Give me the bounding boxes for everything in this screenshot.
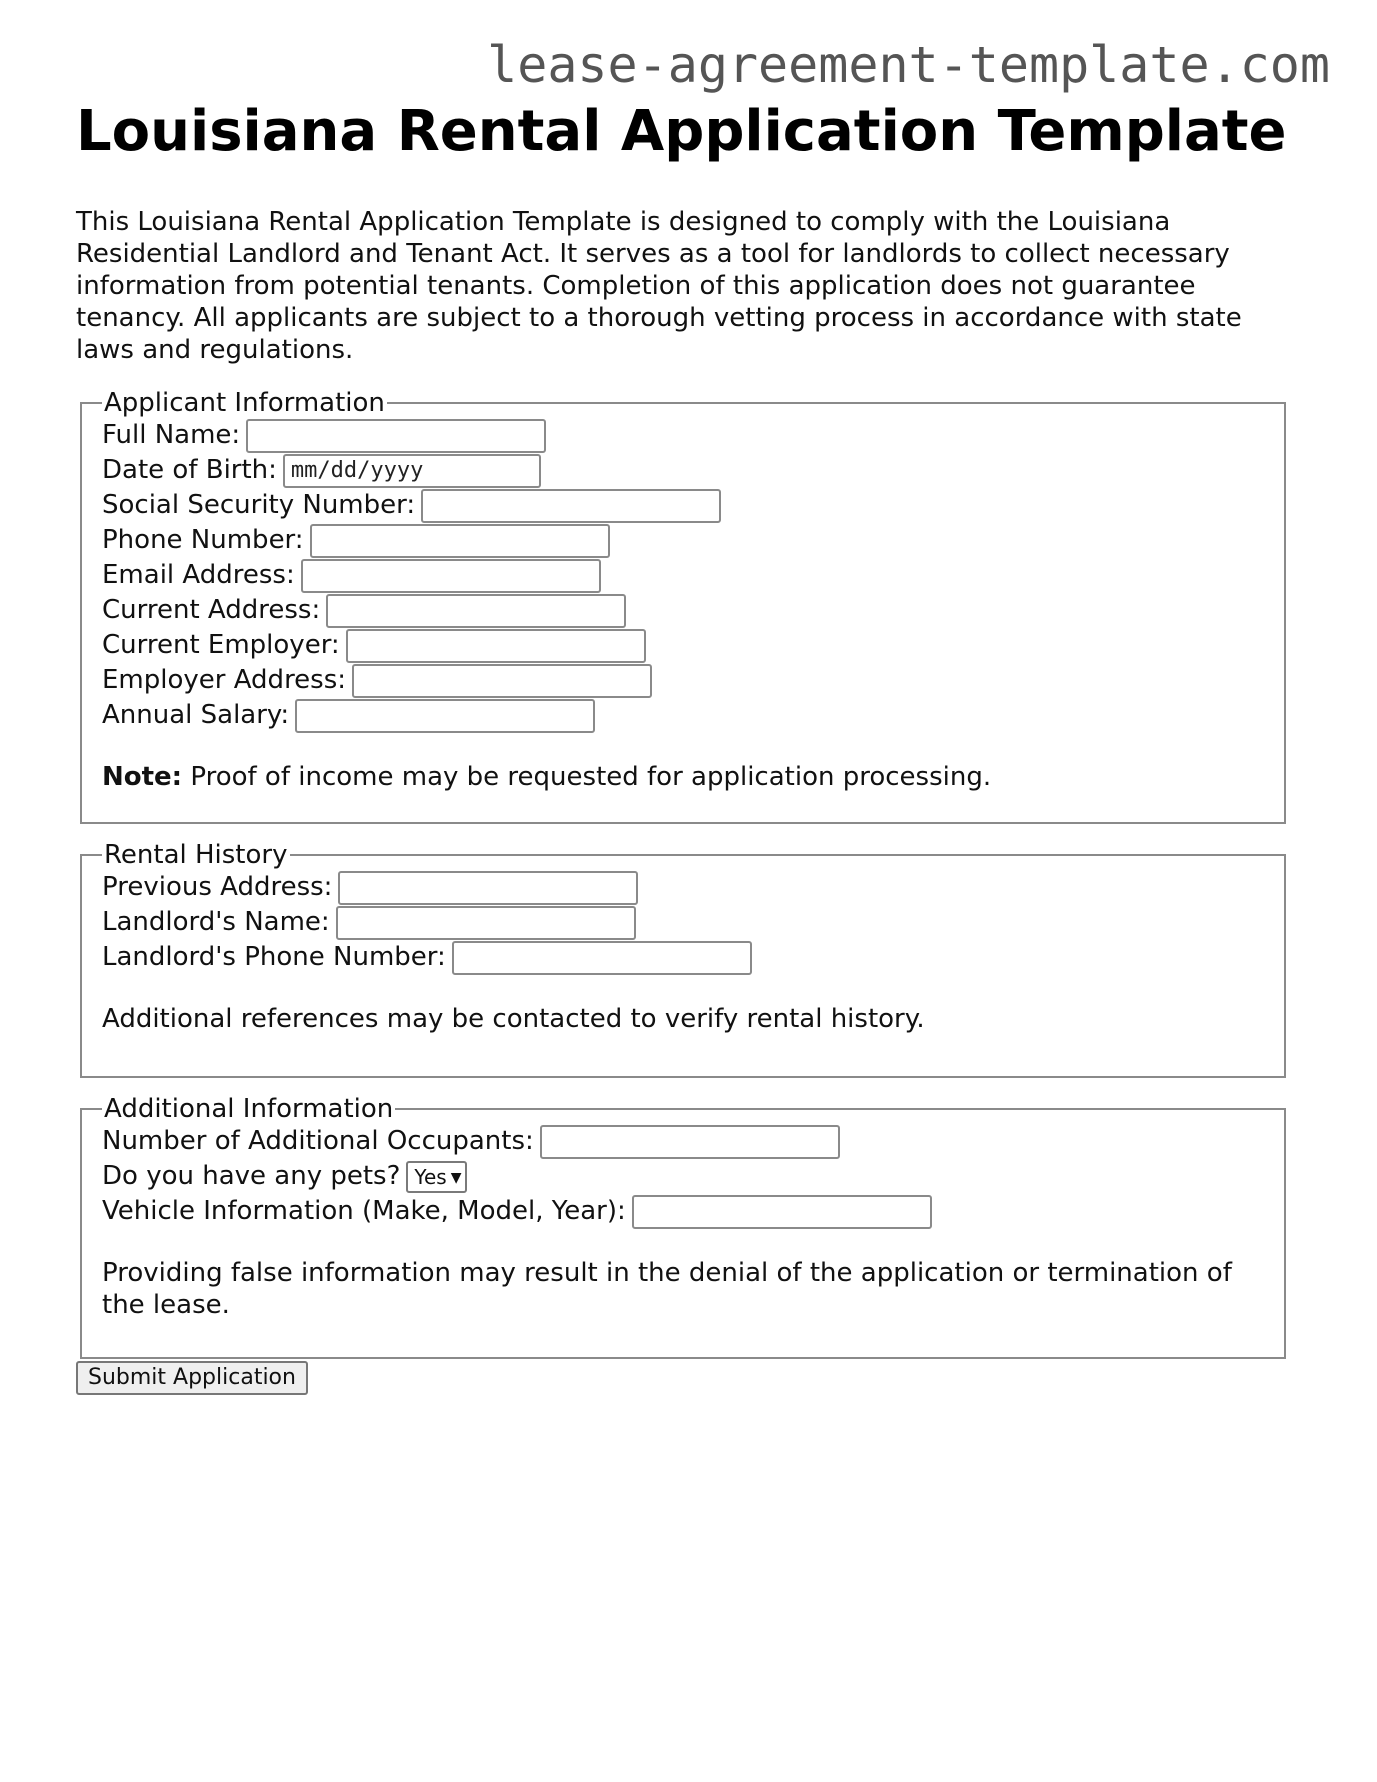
application-page	[76, 94, 1290, 1395]
rental-history-note: Additional references may be contacted to verify rental history.	[102, 1004, 925, 1034]
employer-label: Current Employer:	[102, 630, 340, 660]
current-address-row	[102, 593, 1264, 628]
vehicle-input[interactable]	[632, 1195, 932, 1229]
ssn-label: Social Security Number:	[102, 490, 416, 520]
email-row	[102, 558, 1264, 593]
pets-row	[102, 1159, 1264, 1194]
additional-note: Providing false information may result in the denial of the application or termination of the lease.	[102, 1258, 1232, 1320]
dob-row	[102, 453, 1264, 488]
occupants-label: Number of Additional Occupants:	[102, 1126, 534, 1156]
previous-address-row	[102, 870, 1264, 905]
occupants-row	[102, 1124, 1264, 1159]
full-name-label: Full Name:	[102, 420, 241, 450]
landlord-phone-label: Landlord's Phone Number:	[102, 942, 446, 972]
phone-label: Phone Number:	[102, 525, 304, 555]
email-label: Email Address:	[102, 560, 295, 590]
phone-input[interactable]	[310, 524, 610, 558]
occupants-input[interactable]	[540, 1125, 840, 1159]
landlord-name-row	[102, 905, 1264, 940]
current-address-label: Current Address:	[102, 595, 321, 625]
applicant-legend: Applicant Information	[104, 388, 385, 418]
previous-address-label: Previous Address:	[102, 872, 333, 902]
rental-history-section	[80, 840, 1286, 1078]
income-note	[102, 761, 1264, 793]
phone-row	[102, 523, 1264, 558]
vehicle-label: Vehicle Information (Make, Model, Year):	[102, 1196, 626, 1226]
employer-address-row	[102, 663, 1264, 698]
ssn-row	[102, 488, 1264, 523]
current-address-input[interactable]	[326, 594, 626, 628]
additional-information-section	[80, 1094, 1286, 1359]
site-watermark: lease-agreement-template.com	[487, 36, 1330, 94]
note-bold: Note:	[102, 762, 183, 792]
previous-address-input[interactable]	[338, 871, 638, 905]
salary-row	[102, 698, 1264, 733]
submit-application-button[interactable]: Submit Application	[76, 1361, 308, 1395]
employer-row	[102, 628, 1264, 663]
additional-legend: Additional Information	[104, 1094, 394, 1124]
note-text: Proof of income may be requested for application processing.	[182, 762, 992, 792]
landlord-name-input[interactable]	[336, 906, 636, 940]
pets-select-value: Yes	[414, 1164, 447, 1189]
rental-history-legend: Rental History	[104, 840, 288, 870]
landlord-name-label: Landlord's Name:	[102, 907, 330, 937]
employer-input[interactable]	[346, 629, 646, 663]
dob-input[interactable]: mm/dd/yyyy	[283, 454, 541, 488]
chevron-down-icon: ▼	[450, 1170, 462, 1186]
salary-label: Annual Salary:	[102, 700, 290, 730]
pets-select[interactable]	[406, 1161, 467, 1193]
vehicle-row	[102, 1194, 1264, 1229]
dob-label: Date of Birth:	[102, 455, 277, 485]
page-title: Louisiana Rental Application Template	[76, 99, 1287, 164]
email-input[interactable]	[301, 559, 601, 593]
intro-paragraph: This Louisiana Rental Application Template is designed to comply with the Louisiana Residential Landlord and Tenant Act. It serves as a tool for landlords to collect necessary information from potential tenants. Completion of this application does not guarantee tenancy. All applicants are subject to a thorough vetting process in accordance with state laws and regulations.	[76, 207, 1242, 365]
employer-address-input[interactable]	[352, 664, 652, 698]
landlord-phone-input[interactable]	[452, 941, 752, 975]
salary-input[interactable]	[295, 699, 595, 733]
applicant-information-section	[80, 388, 1286, 824]
employer-address-label: Employer Address:	[102, 665, 347, 695]
full-name-row	[102, 418, 1264, 453]
pets-label: Do you have any pets?	[102, 1161, 401, 1191]
ssn-input[interactable]	[421, 489, 721, 523]
landlord-phone-row	[102, 940, 1264, 975]
full-name-input[interactable]	[246, 419, 546, 453]
